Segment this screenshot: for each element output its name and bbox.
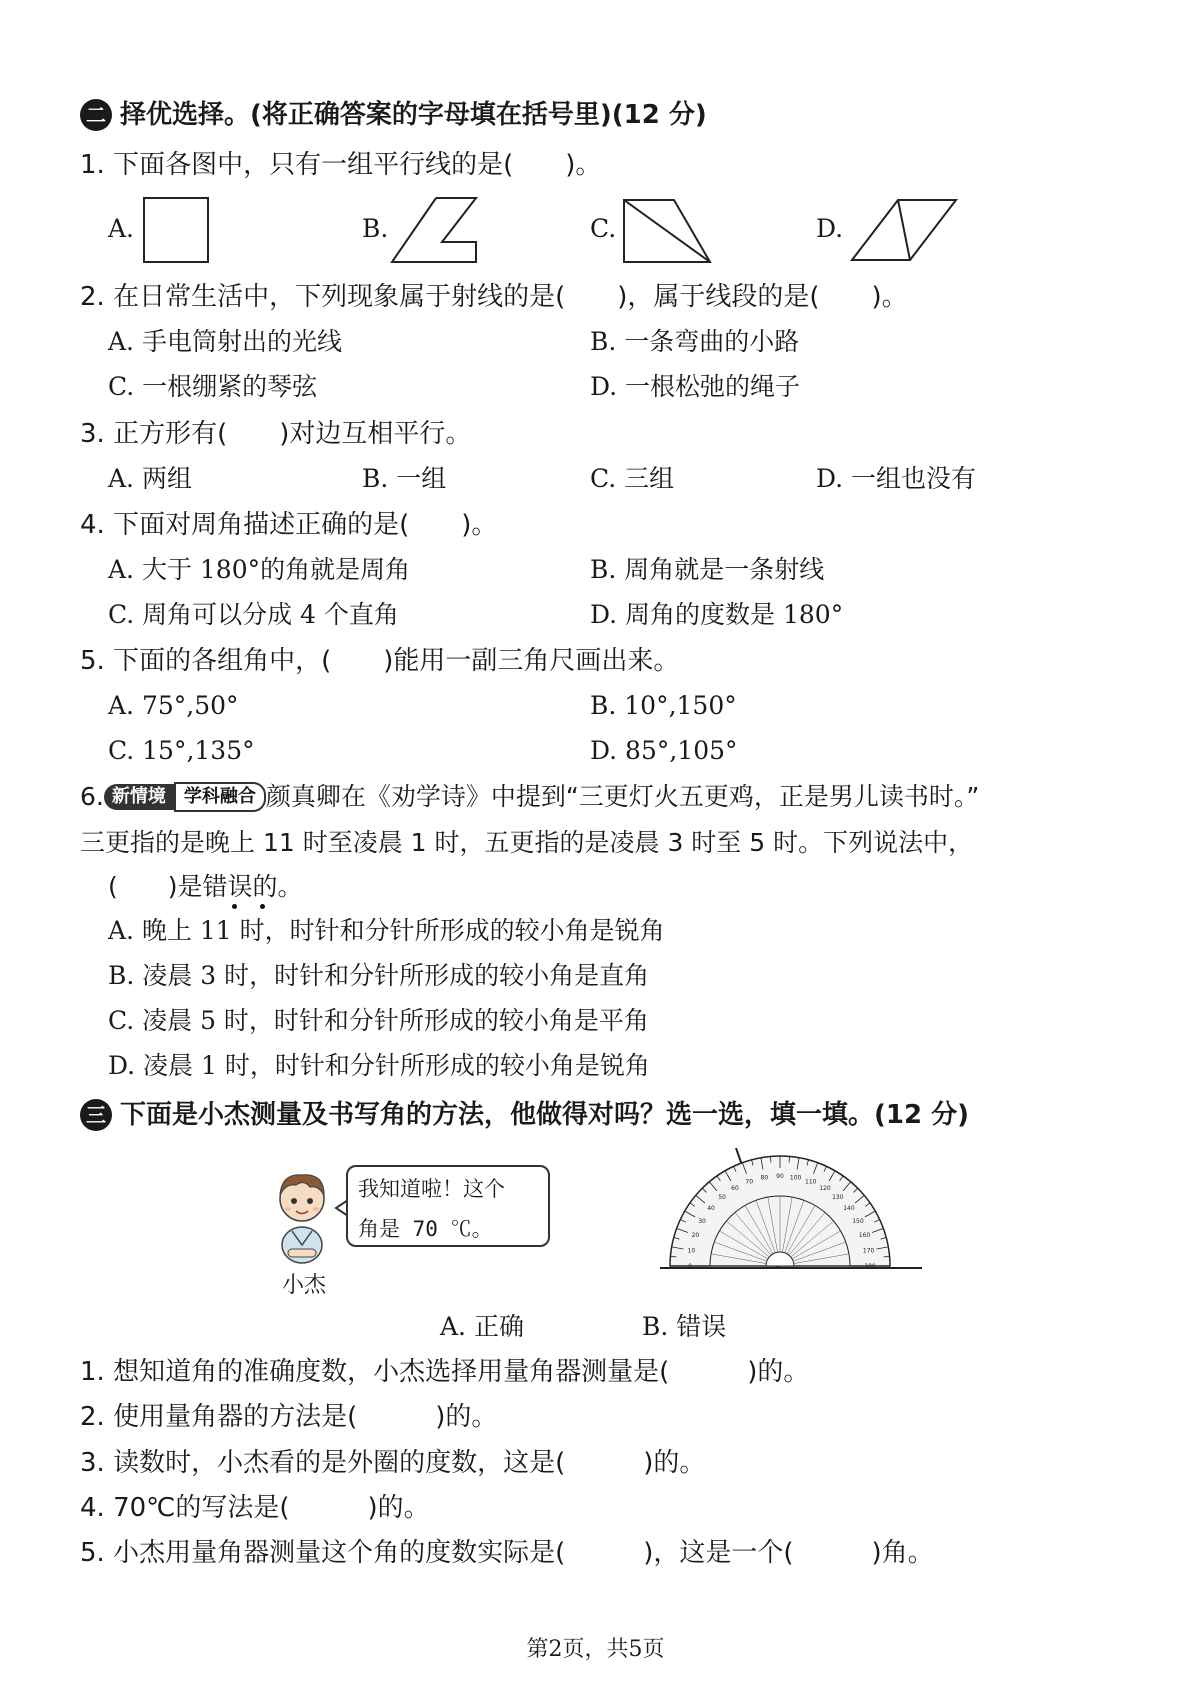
- protractor-label: 40: [707, 1205, 715, 1213]
- q1-option-c-label: C.: [590, 214, 617, 243]
- protractor-tick: [884, 1256, 890, 1257]
- protractor-illustration: [660, 1148, 924, 1274]
- protractor-label: 10: [687, 1247, 696, 1255]
- s3-question-1: 1. 想知道角的准确度数，小杰选择用量角器测量是( )的。: [80, 1357, 810, 1387]
- trapezoid-with-diagonal-figure: [620, 196, 714, 264]
- question-6-number: 6.: [80, 782, 104, 811]
- question-6-line-1: [80, 780, 979, 814]
- question-6-text-1: 颜真卿在《劝学诗》中提到“三更灯火五更鸡，正是男儿读书时。”: [265, 782, 980, 811]
- speech-bubble: [346, 1165, 550, 1247]
- s3-question-3: 3. 读数时，小杰看的是外圈的度数，这是( )的。: [80, 1448, 706, 1478]
- section-3-heading: [80, 1098, 969, 1132]
- protractor-label: 0: [688, 1263, 692, 1270]
- q4-option-b: B. 周角就是一条射线: [590, 555, 825, 584]
- protractor-label: 110: [805, 1178, 817, 1186]
- square-figure: [140, 196, 214, 264]
- protractor-label: 170: [862, 1247, 875, 1255]
- section-2-badge: 二: [80, 99, 112, 131]
- speech-line-2: 角是 70 ℃。: [358, 1217, 493, 1241]
- protractor-label: 80: [760, 1174, 769, 1182]
- section-2-heading: [80, 98, 707, 132]
- q3-option-a: A. 两组: [108, 464, 192, 493]
- q6-option-d: D. 凌晨 1 时，时针和分针所形成的较小角是锐角: [108, 1051, 650, 1080]
- protractor-label: 100: [789, 1174, 802, 1182]
- question-1-text: 1. 下面各图中，只有一组平行线的是( )。: [80, 150, 602, 180]
- speech-line-1: 我知道啦！这个: [358, 1177, 505, 1201]
- right-trapezoid-figure: [390, 196, 490, 264]
- q4-option-a: A. 大于 180°的角就是周角: [108, 555, 411, 584]
- q5-option-c: C. 15°,135°: [108, 736, 255, 765]
- character-name: 小杰: [282, 1273, 327, 1298]
- protractor-label: 70: [745, 1178, 754, 1186]
- question-6-line-2: 三更指的是晚上 11 时至凌晨 1 时，五更指的是凌晨 3 时至 5 时。下列说法中，: [80, 828, 974, 857]
- q5-option-d: D. 85°,105°: [590, 736, 738, 765]
- q4-option-d: D. 周角的度数是 180°: [590, 600, 844, 629]
- choice-a-correct: A. 正确: [440, 1312, 524, 1341]
- q1-option-a-label: A.: [108, 214, 135, 243]
- q4-option-c: C. 周角可以分成 4 个直角: [108, 600, 399, 629]
- protractor-label: 30: [698, 1218, 706, 1225]
- q6-option-b: B. 凌晨 3 时，时针和分针所形成的较小角是直角: [108, 961, 650, 990]
- question-3-text: 3. 正方形有( )对边互相平行。: [80, 419, 472, 449]
- q5-option-b: B. 10°,150°: [590, 691, 737, 720]
- q2-option-d: D. 一根松弛的绳子: [590, 372, 801, 401]
- question-6-line-3: ( )是错误的。: [108, 872, 303, 901]
- q6-option-c: C. 凌晨 5 时，时针和分针所形成的较小角是平角: [108, 1006, 649, 1035]
- choice-b-wrong: B. 错误: [642, 1312, 727, 1341]
- protractor-label: 130: [832, 1194, 844, 1202]
- protractor-label: 140: [843, 1205, 855, 1213]
- section-3-badge: 三: [80, 1099, 112, 1131]
- s3-question-2: 2. 使用量角器的方法是( )的。: [80, 1402, 498, 1432]
- protractor-label: 20: [691, 1232, 700, 1240]
- q1-option-d-label: D.: [816, 214, 844, 243]
- subject-integration-tag: 学科融合: [174, 782, 266, 812]
- q6-option-a: A. 晚上 11 时，时针和分针所形成的较小角是锐角: [108, 916, 665, 945]
- protractor-tick: [789, 1156, 790, 1162]
- q5-option-a: A. 75°,50°: [108, 691, 239, 720]
- protractor-label: 90: [776, 1173, 784, 1180]
- boy-illustration: [266, 1165, 338, 1265]
- section-2-title: 择优选择。(将正确答案的字母填在括号里)(12 分): [120, 100, 707, 130]
- parallelogram-with-diagonal-figure: [850, 196, 960, 264]
- protractor-tick: [770, 1156, 771, 1162]
- s3-question-4: 4. 70℃的写法是( )的。: [80, 1493, 430, 1523]
- question-5-text: 5. 下面的各组角中，( )能用一副三角尺画出来。: [80, 646, 680, 676]
- q2-option-a: A. 手电筒射出的光线: [108, 327, 342, 356]
- q3-option-d: D. 一组也没有: [816, 464, 977, 493]
- protractor-label: 50: [718, 1194, 726, 1202]
- q3-option-c: C. 三组: [590, 464, 675, 493]
- protractor-tick: [670, 1256, 676, 1257]
- protractor-label: 160: [858, 1232, 871, 1240]
- emphasis-dot: [232, 904, 237, 909]
- protractor-label: 120: [819, 1185, 831, 1193]
- section-3-title: 下面是小杰测量及书写角的方法，他做得对吗？选一选，填一填。(12 分): [120, 1100, 969, 1130]
- page-footer: 第2页，共5页: [526, 1637, 665, 1662]
- protractor-label: 60: [731, 1185, 739, 1193]
- emphasis-dot: [260, 904, 265, 909]
- s3-question-5: 5. 小杰用量角器测量这个角的度数实际是( )，这是一个( )角。: [80, 1538, 934, 1568]
- protractor-label: 150: [852, 1218, 864, 1225]
- q2-option-c: C. 一根绷紧的琴弦: [108, 372, 318, 401]
- new-context-tag: 新情境: [104, 784, 174, 810]
- q3-option-b: B. 一组: [362, 464, 447, 493]
- question-2-text: 2. 在日常生活中，下列现象属于射线的是( )，属于线段的是( )。: [80, 282, 908, 312]
- q2-option-b: B. 一条弯曲的小路: [590, 327, 800, 356]
- question-4-text: 4. 下面对周角描述正确的是( )。: [80, 510, 498, 540]
- protractor-label: 180: [864, 1263, 876, 1270]
- q1-option-b-label: B.: [362, 214, 389, 243]
